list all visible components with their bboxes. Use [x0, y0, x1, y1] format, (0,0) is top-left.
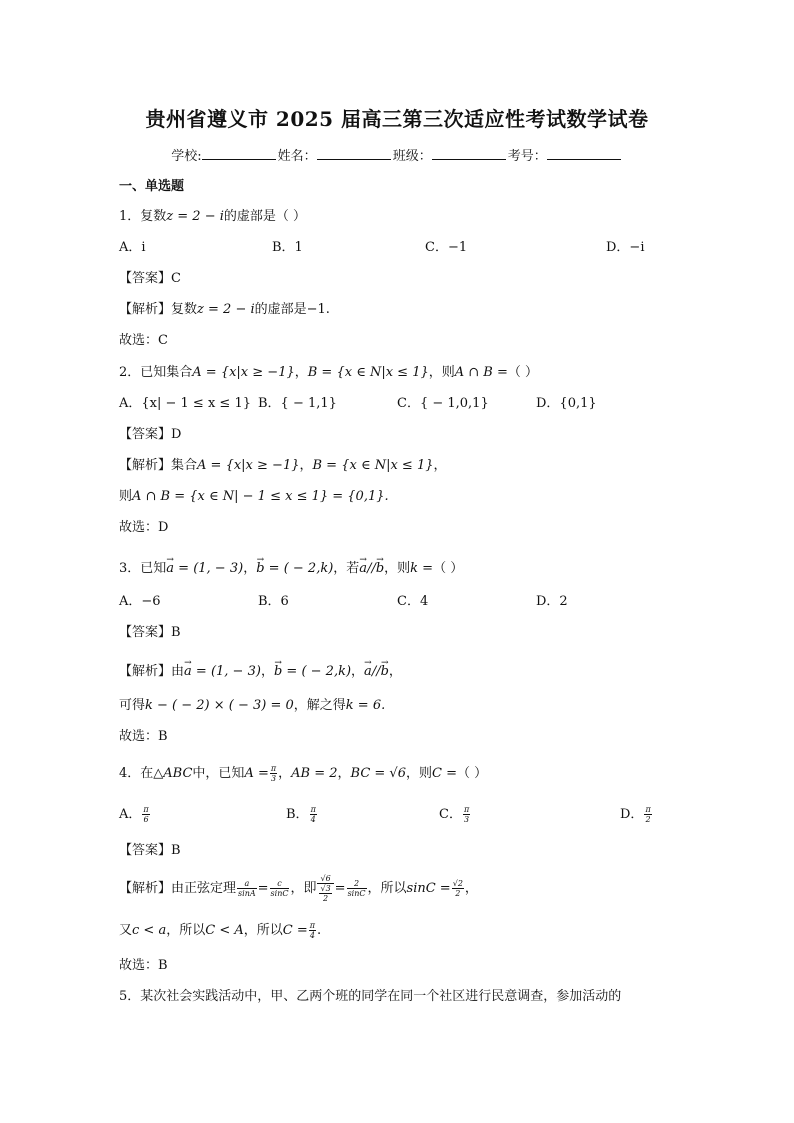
- number-blank[interactable]: [547, 147, 621, 160]
- q2-analysis-line2: 则A ∩ B = {x ∈ N| − 1 ≤ x ≤ 1} = {0,1}.: [119, 489, 389, 504]
- q4-option-b: B． $\frac{\pi}{4}$: [286, 805, 316, 824]
- q4-answer: 【答案】B: [119, 843, 181, 858]
- name-label: 姓名：: [277, 149, 317, 164]
- q3-option-d: D．2: [536, 594, 568, 609]
- q2-choose: 故选：D: [119, 520, 169, 535]
- q3-option-a: A．−6: [119, 594, 161, 609]
- q5-stem: 5．某次社会实践活动中，甲、乙两个班的同学在同一个社区进行民意调查，参加活动的: [119, 989, 622, 1004]
- school-label: 学校:: [171, 149, 202, 164]
- q4-analysis-line2: 又c < a，所以C < A，所以C = $\frac{\pi}{4}$ .: [119, 921, 322, 940]
- q3-choose: 故选：B: [119, 729, 168, 744]
- q2-option-b: B．{ − 1,1}: [258, 396, 337, 411]
- q2-option-c: C．{ − 1,0,1}: [397, 396, 489, 411]
- q1-option-b: B．1: [272, 240, 303, 255]
- number-label: 考号：: [507, 149, 547, 164]
- section-heading: 一、单选题: [119, 179, 185, 194]
- q3-option-c: C．4: [397, 594, 429, 609]
- q4-analysis: 【解析】由正弦定理 $\frac{a}{\sin A}$ = $\frac{c}{\sin C}$ ，即 $\frac{√6}{\frac{√3}{2}}$ = $\frac{2}{\sin C}$ ，所以sinC = $\frac{√2}{2}$ ，: [119, 874, 478, 903]
- q1-stem: 1．复数z = 2 − i的虚部是（ ）: [119, 209, 307, 224]
- q3-analysis-line2: 可得k − ( − 2) × ( − 3) = 0，解之得k = 6.: [119, 698, 386, 713]
- q4-choose: 故选：B: [119, 958, 168, 973]
- school-blank[interactable]: [202, 147, 276, 160]
- q4-option-d: D． $\frac{\pi}{2}$: [620, 805, 651, 824]
- q4-stem: 4．在△ABC中，已知A = $\frac{\pi}{3}$ ，AB = 2，BC = √6，则C =（ ）: [119, 764, 488, 783]
- q3-option-b: B．6: [258, 594, 289, 609]
- q4-fraction-a: $\frac{\pi}{3}$: [270, 764, 277, 783]
- q1-analysis: 【解析】复数z = 2 − i的虚部是−1.: [119, 302, 330, 317]
- q2-analysis: 【解析】集合A = {x|x ≥ −1}，B = {x ∈ N|x ≤ 1}，: [119, 458, 447, 473]
- q3-stem: 3．已知→ a = (1, − 3)，→ b = ( − 2,k)，若→ a//→ b，则k =（ ）: [119, 560, 463, 578]
- q2-option-d: D．{0,1}: [536, 396, 597, 411]
- q2-stem: 2．已知集合A = {x|x ≥ −1}，B = {x ∈ N|x ≤ 1}，则A ∩ B =（ ）: [119, 365, 539, 380]
- q1-answer: 【答案】C: [119, 271, 181, 286]
- name-blank[interactable]: [317, 147, 391, 160]
- q1-choose: 故选：C: [119, 333, 168, 348]
- q4-option-a: A． $\frac{\pi}{6}$: [119, 805, 149, 824]
- student-info-line: [0, 145, 794, 164]
- page-title: 贵州省遵义市 2025 届高三第三次适应性考试数学试卷: [145, 107, 649, 131]
- q3-analysis: 【解析】由→ a = (1, − 3)，→ b = ( − 2,k)，→ a//→ b，: [119, 663, 402, 681]
- q3-answer: 【答案】B: [119, 625, 181, 640]
- q1-option-d: D．−i: [606, 240, 645, 255]
- q4-option-c: C． $\frac{\pi}{3}$: [439, 805, 470, 824]
- q2-answer: 【答案】D: [119, 427, 182, 442]
- class-blank[interactable]: [432, 147, 506, 160]
- q1-option-c: C．−1: [425, 240, 468, 255]
- class-label: 班级：: [392, 149, 432, 164]
- q1-option-a: A．i: [119, 240, 146, 255]
- q2-option-a: A．{x| − 1 ≤ x ≤ 1}: [119, 396, 251, 411]
